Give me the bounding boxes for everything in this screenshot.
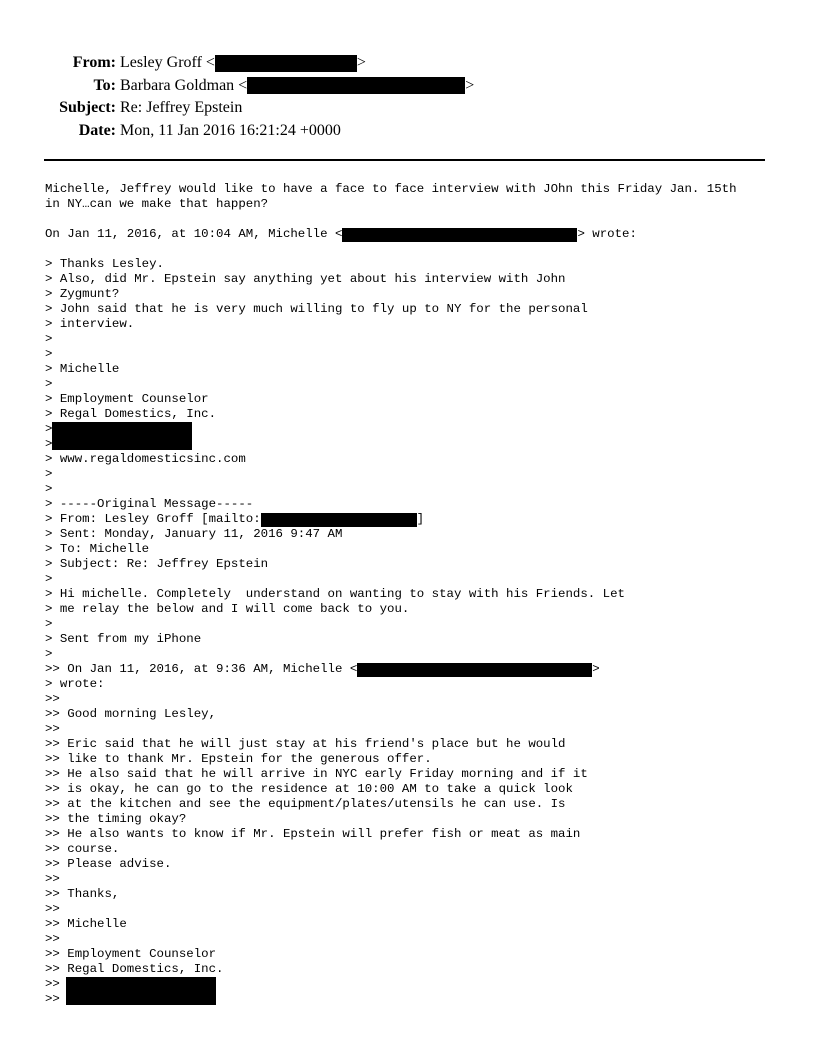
body-line: > me relay the below and I will come back to you. — [45, 602, 410, 616]
from-row — [0, 52, 816, 75]
body-line: >> He also wants to know if Mr. Epstein will prefer fish or meat as main — [45, 827, 581, 841]
redacted-from-email — [215, 55, 357, 72]
body-line: > John said that he is very much willing to fly up to NY for the personal — [45, 302, 588, 316]
redacted-line — [45, 422, 805, 437]
redacted-lesley-email — [261, 513, 417, 527]
body-line: > — [45, 617, 53, 631]
quote-marker: >> — [45, 977, 60, 991]
quoted-from-end: ] — [416, 512, 425, 526]
body-line: > Michelle — [45, 362, 120, 376]
body-line: > wrote: — [45, 677, 105, 691]
quote-attribution-line — [45, 662, 805, 677]
body-line: >> — [45, 722, 60, 736]
body-line: > — [45, 482, 53, 496]
attribution-text: On Jan 11, 2016, at 10:04 AM, Michelle < — [45, 227, 343, 241]
body-line: >> course. — [45, 842, 120, 856]
to-label: To: — [93, 76, 116, 94]
redacted-to-email — [247, 77, 465, 94]
body-line — [45, 242, 805, 257]
body-line: >> Eric said that he will just stay at his friend's place but he would — [45, 737, 566, 751]
body-line: > Sent: Monday, January 11, 2016 9:47 AM — [45, 527, 343, 541]
date-label: Date: — [78, 121, 116, 139]
body-line: >> Please advise. — [45, 857, 172, 871]
body-line: > Employment Counselor — [45, 392, 209, 406]
to-row — [0, 75, 816, 98]
body-line: >> the timing okay? — [45, 812, 187, 826]
body-line: > To: Michelle — [45, 542, 150, 556]
quote-attribution-line — [45, 227, 805, 242]
body-line — [45, 212, 805, 227]
body-line: >> Michelle — [45, 917, 127, 931]
from-label: From: — [72, 54, 116, 72]
body-line: >> — [45, 992, 60, 1006]
body-line: > Zygmunt? — [45, 287, 120, 301]
email-header — [0, 52, 816, 142]
body-line: in NY…can we make that happen? — [45, 197, 269, 211]
body-line: > Sent from my iPhone — [45, 632, 202, 646]
body-line: > — [45, 347, 53, 361]
quoted-from-line — [45, 512, 805, 527]
body-line: >> Thanks, — [45, 887, 120, 901]
body-line: > Also, did Mr. Epstein say anything yet about his interview with John — [45, 272, 566, 286]
email-body — [45, 182, 805, 1007]
quote-marker: > — [45, 422, 53, 436]
redacted-contact-block — [66, 977, 216, 1005]
body-line: Michelle, Jeffrey would like to have a face to face interview with JOhn this Friday Jan. 15th — [45, 182, 737, 196]
body-line: > -----Original Message----- — [45, 497, 254, 511]
body-line: >> Regal Domestics, Inc. — [45, 962, 224, 976]
body-line: >> Good morning Lesley, — [45, 707, 217, 721]
to-end: > — [465, 76, 475, 94]
header-divider — [44, 159, 765, 161]
body-line: > — [45, 377, 53, 391]
attribution-text: >> On Jan 11, 2016, at 9:36 AM, Michelle < — [45, 662, 358, 676]
body-line: > — [45, 572, 53, 586]
from-value: Lesley Groff < — [120, 54, 215, 72]
body-line: > — [45, 647, 53, 661]
redacted-michelle-email — [342, 228, 577, 242]
attribution-end: > wrote: — [577, 227, 637, 241]
redacted-contact-block — [52, 422, 192, 450]
date-value: Mon, 11 Jan 2016 16:21:24 +0000 — [120, 121, 341, 139]
body-line: >> — [45, 902, 60, 916]
body-line: >> — [45, 872, 60, 886]
body-line: >> Employment Counselor — [45, 947, 217, 961]
body-line: > Thanks Lesley. — [45, 257, 164, 271]
redacted-michelle-email — [357, 663, 592, 677]
body-line: > — [45, 437, 53, 451]
body-line: >> — [45, 932, 60, 946]
body-line: > — [45, 467, 53, 481]
subject-value: Re: Jeffrey Epstein — [120, 99, 243, 117]
body-line: > www.regaldomesticsinc.com — [45, 452, 246, 466]
redacted-line — [45, 977, 805, 992]
to-value: Barbara Goldman < — [120, 76, 248, 94]
body-line: > Regal Domestics, Inc. — [45, 407, 217, 421]
from-end: > — [356, 54, 366, 72]
body-line: >> at the kitchen and see the equipment/plates/utensils he can use. Is — [45, 797, 566, 811]
body-line: >> He also said that he will arrive in NYC early Friday morning and if it — [45, 767, 588, 781]
body-line: >> like to thank Mr. Epstein for the generous offer. — [45, 752, 432, 766]
subject-row — [0, 97, 816, 120]
body-line: >> is okay, he can go to the residence at 10:00 AM to take a quick look — [45, 782, 573, 796]
subject-label: Subject: — [59, 99, 116, 117]
body-line: > — [45, 332, 53, 346]
body-line: >> — [45, 692, 60, 706]
attribution-end: > — [592, 662, 600, 676]
quoted-from-text: > From: Lesley Groff [mailto: — [45, 512, 261, 526]
date-row — [0, 120, 816, 143]
body-line: > Subject: Re: Jeffrey Epstein — [45, 557, 269, 571]
body-line: > interview. — [45, 317, 135, 331]
body-line: > Hi michelle. Completely understand on wanting to stay with his Friends. Let — [45, 587, 625, 601]
